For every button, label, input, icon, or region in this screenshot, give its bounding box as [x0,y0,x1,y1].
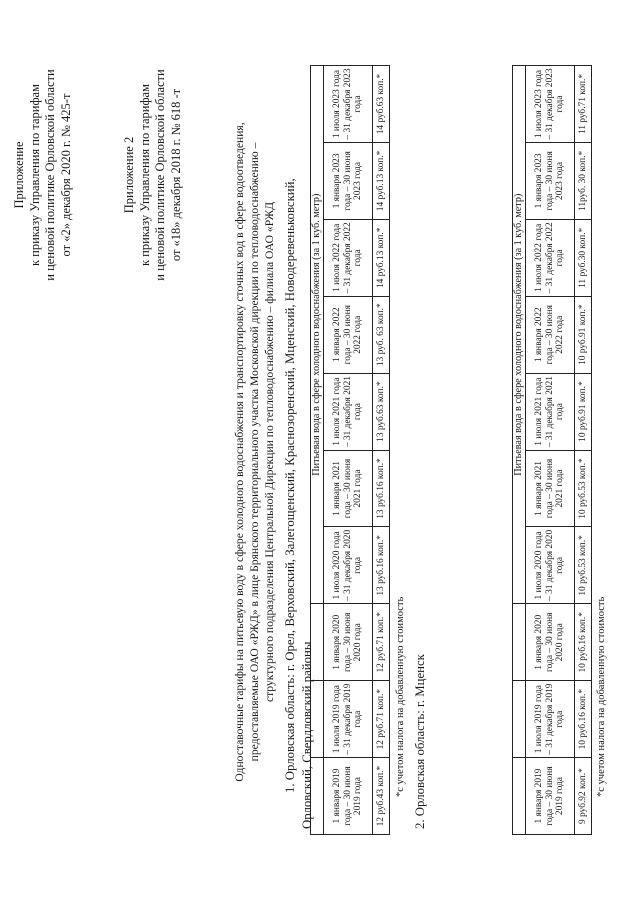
annex-header-line: и ценовой политике Орловской области [153,69,168,281]
annex-header-line: и ценовой политике Орловской области [43,69,58,281]
period-cell: 1 января 2021 года – 30 июня 2021 года [324,450,373,527]
empty-cell [311,681,324,758]
period-cell: 1 июля 2019 года – 31 декабря 2019 года [324,681,373,758]
tariff-value-cell: 13 руб.16 коп.* [373,450,390,527]
tariff-value-cell: 10 руб.16 коп.* [575,604,592,681]
tariff-value-cell: 10 руб.16 коп.* [575,681,592,758]
empty-cell [513,681,526,758]
period-cell: 1 июля 2019 года – 31 декабря 2019 года [526,681,575,758]
annex-header-original [122,25,185,325]
annex-header-line: от «2» декабря 2020 г. № 425-т [58,93,73,257]
vat-footnote: *с учетом налога на добавленную стоимость [596,596,607,797]
empty-cell [311,758,324,835]
period-cell: 1 января 2022 года – 30 июня 2022 года [324,296,373,373]
period-cell: 1 января 2019 года – 30 июня 2019 года [324,758,373,835]
period-cell: 1 января 2019 года – 30 июня 2019 года [526,758,575,835]
section-2-heading: 2. Орловская область: г. Мценск [413,654,427,829]
annex-header-line: к приказу Управления по тарифам [137,83,152,267]
tariff-table-orel-region [310,65,390,835]
period-cell: 1 июля 2020 года – 31 декабря 2020 года [526,527,575,604]
tariff-value-cell: 13 руб.63 коп.* [373,373,390,450]
period-cell: 1 июля 2021 года – 31 декабря 2021 года [526,373,575,450]
period-cell: 1 января 2023 года – 30 июня 2023 года [324,142,373,219]
empty-cell [513,604,526,681]
tariff-value-cell: 11 руб.30 коп.* [575,219,592,296]
period-cell: 1 июля 2021 года – 31 декабря 2021 года [324,373,373,450]
tariff-value-cell: 12 руб.43 коп.* [373,758,390,835]
tariff-value-cell: 9 руб.92 коп.* [575,758,592,835]
tariff-value-cell: 13 руб.16 коп.* [373,527,390,604]
period-cell: 1 января 2023 года – 30 июня 2023 года [526,142,575,219]
period-cell: 1 июля 2022 года – 31 декабря 2022 года [526,219,575,296]
tariff-value-cell: 12 руб.71 коп.* [373,604,390,681]
annex-header-current [12,25,75,325]
table-caption: Питьевая вода в сфере холодного водоснабжения (за 1 куб. метр) [311,66,324,604]
empty-cell [513,758,526,835]
tariff-value-cell: 14 руб.63 коп.* [373,66,390,143]
tariff-value-cell: 11руб. 30 коп.* [575,142,592,219]
section-1-line: Орловский, Свердловский районы [300,641,315,829]
tariff-value-cell: 13 руб. 63 коп.* [373,296,390,373]
period-cell: 1 января 2021 года – 30 июня 2021 года [526,450,575,527]
period-cell: 1 января 2022 года – 30 июня 2022 года [526,296,575,373]
tariff-value-cell: 14 руб.13 коп.* [373,219,390,296]
period-cell: 1 января 2020 года – 30 июня 2020 года [526,604,575,681]
tariff-value-cell: 14 руб.13 коп.* [373,142,390,219]
title-line: предоставляемые ОАО «РЖД» в лице Брянского территориального участка Московской дирекции по тепловодоснабжению – [248,142,262,762]
tariff-value-cell: 10 руб.91 коп.* [575,296,592,373]
tariff-value-cell: 10 руб.53 коп.* [575,527,592,604]
title-line: структурного подразделения Центральной Дирекции по тепловодоснабжению – филиала ОАО «РЖД [263,201,277,703]
annex-header-line: Приложение 2 [122,136,136,214]
empty-cell [311,604,324,681]
period-cell: 1 июля 2022 года – 31 декабря 2022 года [324,219,373,296]
tariff-value-cell: 10 руб.91 коп.* [575,373,592,450]
period-cell: 1 июля 2023 года – 31 декабря 2023 года [526,66,575,143]
section-1-line: 1. Орловская область: г. Орел, Верховский, Залегощенский, Краснозоренский, Мценский, Новодеревеньковский, [283,178,297,793]
annex-header-line: к приказу Управления по тарифам [27,83,42,267]
table-caption: Питьевая вода в сфере холодного водоснабжения (за 1 куб. метр) [513,66,526,604]
tariff-value-cell: 11 руб.71 коп.* [575,66,592,143]
document-title [232,81,277,823]
vat-footnote: *с учетом налога на добавленную стоимость [395,596,406,797]
period-cell: 1 января 2020 года – 30 июня 2020 года [324,604,373,681]
tariff-value-cell: 12 руб.71 коп.* [373,681,390,758]
period-cell: 1 июля 2023 года – 31 декабря 2023 года [324,66,373,143]
tariff-table-mtsensk [512,65,592,835]
annex-header-line: от «18» декабря 2018 г. № 618 -т [168,88,183,262]
title-line: Одноставочные тарифы на питьевую воду в сфере холодного водоснабжения и транспортировку сточных вод в сфере водоотведения, [233,122,246,782]
tariff-value-cell: 10 руб.53 коп.* [575,450,592,527]
annex-header-line: Приложение [12,141,26,209]
period-cell: 1 июля 2020 года – 31 декабря 2020 года [324,527,373,604]
